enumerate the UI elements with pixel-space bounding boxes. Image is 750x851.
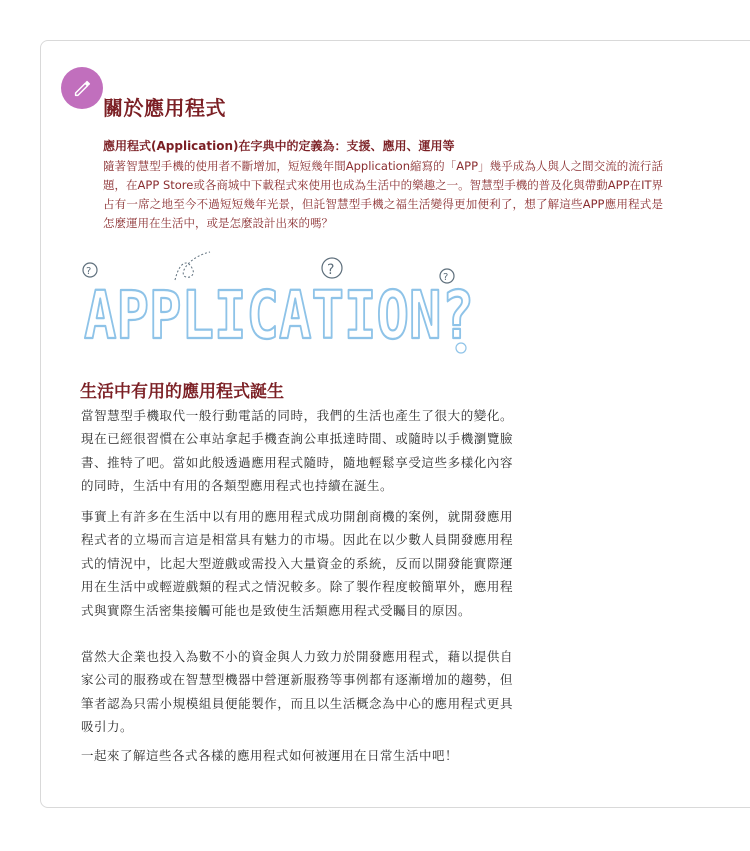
definition-line: 應用程式(Application)在字典中的定義為：支援、應用、運用等 <box>103 139 455 153</box>
intro-paragraph: 隨著智慧型手機的使用者不斷增加，短短幾年間Application縮寫的「APP」幾乎成為人與人之間交流的流行話題，在APP Store或各商城中下載程式來使用也成為生活中的樂趣之一。智慧型手機的普及化與帶動APP在IT界占有一席之地至今不過短短幾年光景，但託智慧型手機之福生活變得更加便利了，想了解這些APP應用程式是怎麼運用在生活中，或是怎麼設計出來的嗎？ <box>103 159 663 230</box>
pencil-badge <box>61 67 103 109</box>
pencil-icon <box>71 77 93 99</box>
article-paragraph: 當智慧型手機取代一般行動電話的同時，我們的生活也產生了很大的變化。現在已經很習慣在公車站拿起手機查詢公車抵達時間、或隨時以手機瀏覽臉書、推特了吧。當如此般透過應用程式隨時，隨地輕鬆享受這些多樣化內容的同時，生活中有用的各類型應用程式也持續在誕生。 <box>81 408 513 494</box>
application-illustration <box>80 238 480 366</box>
article-paragraph: 一起來了解這些各式各樣的應用程式如何被運用在日常生活中吧！ <box>81 748 459 763</box>
article-paragraph: 事實上有許多在生活中以有用的應用程式成功開創商機的案例，就開發應用程式者的立場而言這是相當具有魅力的市場。因此在以少數人員開發應用程式的情況中，比起大型遊戲或需投入大量資金的系統，反而以開發能實際運用在生活中或輕遊戲類的程式之情況較多。除了製作程度較簡單外，應用程式與實際生活密集接觸可能也是致使生活類應用程式受矚目的原因。 <box>81 509 513 618</box>
dotted-arc-icon <box>175 252 210 280</box>
question-bubble-icon <box>440 269 454 283</box>
question-bubble-icon <box>83 263 97 277</box>
svg-text:?: ? <box>327 262 335 278</box>
article-heading: 生活中有用的應用程式誕生 <box>80 382 284 402</box>
svg-text:?: ? <box>86 266 92 277</box>
section-title: 關於應用程式 <box>103 96 226 120</box>
svg-text:?: ? <box>443 272 449 283</box>
question-bubble-icon <box>322 258 342 278</box>
application-word: APPLICATION? <box>84 277 474 354</box>
article-paragraph: 當然大企業也投入為數不小的資金與人力致力於開發應用程式，藉以提供自家公司的服務或在智慧型機器中營運新服務等事例都有逐漸增加的趨勢，但筆者認為只需小規模組員便能製作，而且以生活概念為中心的應用程式更具吸引力。 <box>81 649 513 735</box>
